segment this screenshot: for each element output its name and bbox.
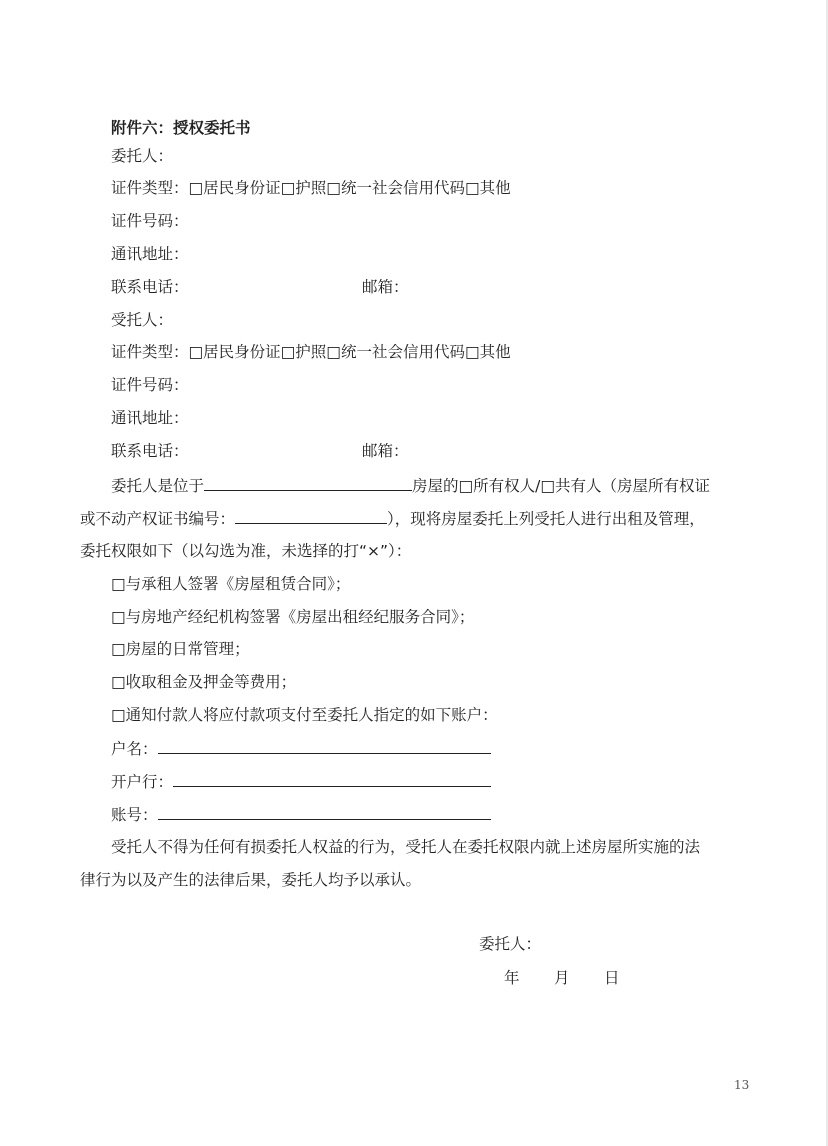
agent-id-number-label: 证件号码： — [111, 376, 189, 394]
agent-label: 受托人： — [111, 311, 174, 329]
authority-item: □与房地产经纪机构签署《房屋出租经纪服务合同》； — [111, 608, 475, 626]
page-number: 13 — [734, 1078, 750, 1092]
paragraph-2-line-1: 受托人不得为任何有损委托人权益的行为，受托人在委托权限内就上述房屋所实施的法 — [111, 838, 701, 856]
date-month: 月 — [554, 969, 570, 987]
paragraph-1-line-1: 委托人是位于 房屋的□所有权人/□共有人（房屋所有权证 — [111, 474, 710, 496]
authority-item: □通知付款人将应付款项支付至委托人指定的如下账户： — [111, 706, 498, 724]
bank-row: 开户行： — [111, 770, 491, 792]
principal-id-type-row — [111, 177, 511, 199]
principal-id-number-label: 证件号码： — [111, 212, 189, 230]
id-type-label: 证件类型： — [111, 343, 189, 361]
house-location-blank[interactable] — [204, 474, 412, 491]
id-type-options: □居民身份证□护照□统一社会信用代码□其他 — [188, 343, 511, 361]
bank-blank[interactable] — [173, 770, 491, 787]
date-day: 日 — [604, 969, 620, 987]
account-name-row: 户名： — [111, 737, 491, 759]
authority-item: □房屋的日常管理； — [111, 640, 250, 658]
agent-email-label: 邮箱： — [362, 442, 409, 460]
id-type-label: 证件类型： — [111, 179, 189, 197]
paragraph-1-line-2: 或不动产权证书编号： ），现将房屋委托上列受托人进行出租及管理， — [80, 507, 705, 529]
authority-item: □与承租人签署《房屋租赁合同》； — [111, 575, 351, 593]
principal-phone-label: 联系电话： — [111, 278, 189, 296]
agent-phone-label: 联系电话： — [111, 442, 189, 460]
principal-email-label: 邮箱： — [362, 278, 409, 296]
principal-address-label: 通讯地址： — [111, 245, 189, 263]
paragraph-1-line-3: 委托权限如下（以勾选为准，未选择的打“×”）： — [80, 542, 412, 560]
signature-label: 委托人： — [479, 935, 542, 953]
agent-id-type-row — [111, 341, 511, 363]
page-title: 附件六：授权委托书 — [111, 119, 251, 137]
agent-address-label: 通讯地址： — [111, 409, 189, 427]
account-name-blank[interactable] — [158, 737, 491, 754]
account-number-row: 账号： — [111, 803, 491, 825]
authority-item: □收取租金及押金等费用； — [111, 673, 297, 691]
date-year: 年 — [504, 969, 520, 987]
account-number-blank[interactable] — [158, 803, 491, 820]
paragraph-2-line-2: 律行为以及产生的法律后果，委托人均予以承认。 — [80, 871, 422, 889]
id-type-options: □居民身份证□护照□统一社会信用代码□其他 — [188, 179, 511, 197]
principal-label: 委托人： — [111, 147, 174, 165]
certificate-number-blank[interactable] — [235, 507, 387, 524]
